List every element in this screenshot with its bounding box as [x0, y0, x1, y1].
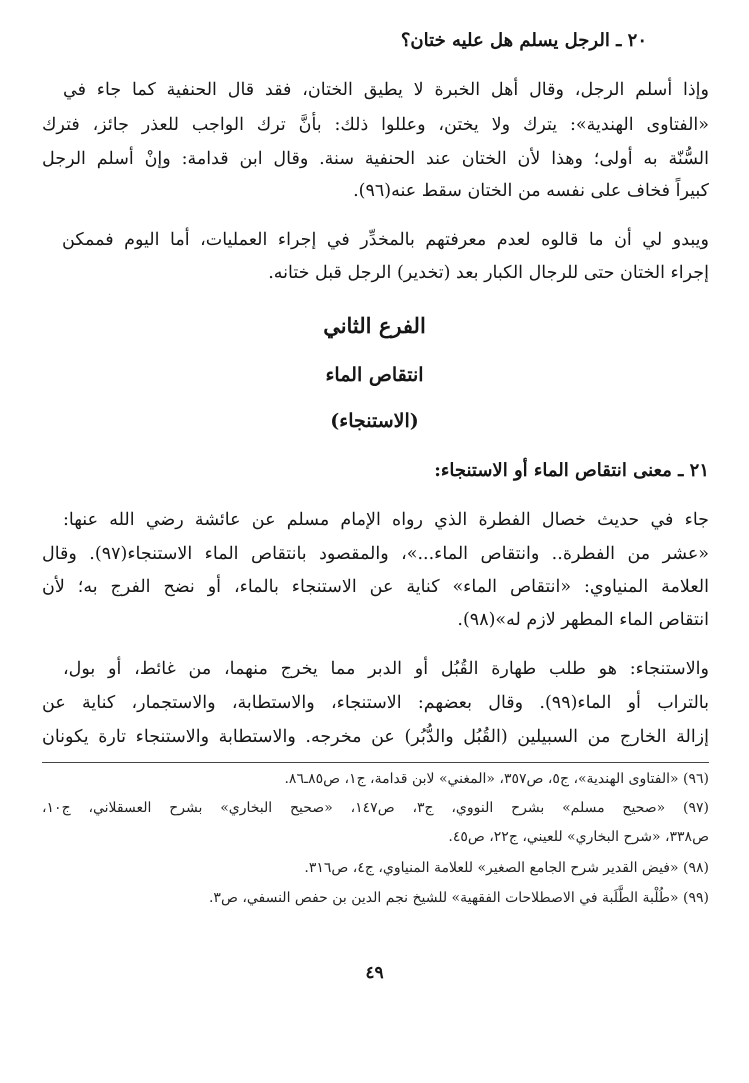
footnote-separator	[42, 762, 709, 763]
footnote-97: (٩٧) «صحيح مسلم» بشرح النووي، ج٣، ص١٤٧، «صحيح البخاري» بشرح العسقلاني، ج١٠،	[42, 800, 709, 816]
topic-title: انتقاص الماء	[325, 364, 424, 386]
para2-line-1: والاستنجاء: هو طلب طهارة القُبُل أو الدبر مما يخرج منهما، من غائط، أو بول،	[63, 659, 709, 679]
footnote-97-continued: ص٣٣٨، «شرح البخاري» للعيني، ج٢٢، ص٤٥.	[448, 829, 709, 845]
opinion-line-1: ويبدو لي أن ما قالوه لعدم معرفتهم بالمخدِّر في إجراء العمليات، أما اليوم فممكن	[62, 230, 709, 250]
footnote-96: (٩٦) «الفتاوى الهندية»، ج٥، ص٣٥٧، «المغني» لابن قدامة، ج١، ص٨٥ـ٨٦.	[284, 771, 709, 787]
footnote-99: (٩٩) «طُلْبة الطَّلَبة في الاصطلاحات الفقهية» للشيخ نجم الدين بن حفص النسفي، ص٣.	[208, 890, 709, 906]
topic-subtitle: (الاستنجاء)	[330, 410, 419, 432]
section-20-line-4: كبيراً فخاف على نفسه من الختان سقط عنه(٩٦).	[353, 181, 709, 201]
page-number: ٤٩	[365, 963, 384, 983]
opinion-line-2: إجراء الختان حتى للرجال الكبار بعد (تخدير) الرجل قبل ختانه.	[268, 263, 709, 283]
section-21-heading: ٢١ ـ معنى انتقاص الماء أو الاستنجاء:	[434, 460, 709, 481]
section-20-line-2: «الفتاوى الهندية»: يترك ولا يختن، وعللوا ذلك: بأنَّ ترك الواجب للعذر جائز، فترك	[42, 115, 709, 135]
section-20-heading: ٢٠ ـ الرجل يسلم هل عليه ختان؟	[400, 30, 647, 51]
para1-line-4: انتقاص الماء المطهر لازم له»(٩٨).	[457, 610, 709, 630]
para1-line-1: جاء في حديث خصال الفطرة الذي رواه الإمام مسلم عن عائشة رضي الله عنها:	[63, 510, 709, 530]
branch-title: الفرع الثاني	[323, 313, 426, 338]
para1-line-2: «عشر من الفطرة.. وانتقاص الماء...»، والمقصود بانتقاص الماء الاستنجاء(٩٧). وقال	[42, 544, 709, 564]
section-20-line-3: السُّنّة به أولى؛ وهذا لأن الختان عند الحنفية سنة. وقال ابن قدامة: وإنْ أسلم الرجل	[42, 149, 709, 169]
section-20-line-1: وإذا أسلم الرجل، وقال أهل الخبرة لا يطيق الختان، فقد قال الحنفية كما جاء في	[63, 80, 709, 100]
para2-line-3: إزالة الخارج من السبيلين (القُبُل والدُّبُر) عن مخرجه. والاستطابة والاستنجاء تارة يكونان	[42, 727, 709, 747]
para2-line-2: بالتراب أو الماء(٩٩). وقال بعضهم: الاستنجاء، والاستطابة، والاستجمار، كناية عن	[42, 693, 709, 713]
footnote-98: (٩٨) «فيض القدير شرح الجامع الصغير» للعلامة المنياوي، ج٤، ص٣١٦.	[304, 860, 709, 876]
para1-line-3: العلامة المنياوي: «انتقاص الماء» كناية عن الاستنجاء بالماء، أو نضح الفرج به؛ لأن	[42, 577, 709, 597]
